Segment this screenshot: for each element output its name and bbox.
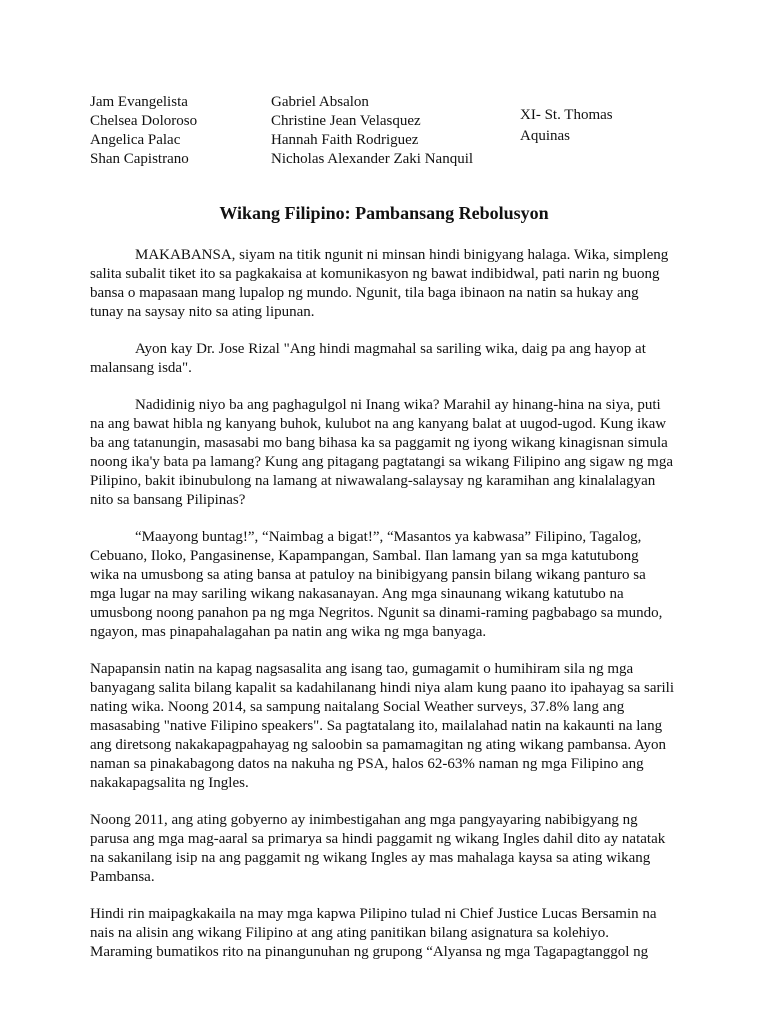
- paragraph: [90, 660, 680, 793]
- text-line: noong ika'y bata pa lamang? Kung ang pitagang pagtatangi sa wikang Filipino ang sigaw ng mga: [90, 454, 673, 470]
- author-name: Shan Capistrano: [90, 151, 189, 167]
- text-line: naman sa pinakabagong datos na nakuha ng PSA, halos 62-63% naman ng mga Filipino ang: [90, 756, 644, 772]
- author-name: Christine Jean Velasquez: [271, 113, 421, 129]
- paragraph: [90, 905, 680, 962]
- author-name: Angelica Palac: [90, 132, 181, 148]
- text-line: Hindi rin maipagkakaila na may mga kapwa Pilipino tulad ni Chief Justice Lucas Bersamin na: [90, 906, 657, 922]
- text-line: nakakapagsalita ng Ingles.: [90, 775, 249, 791]
- text-line: Ayon kay Dr. Jose Rizal "Ang hindi magmahal sa sariling wika, daig pa ang hayop at: [135, 341, 646, 357]
- text-line: Noong 2011, ang ating gobyerno ay inimbestigahan ang mga pangyayaring nabibigyang ng: [90, 812, 638, 828]
- text-line: Pambansa.: [90, 869, 155, 885]
- text-line: ba ang tatanungin, masasabi mo bang bihasa ka sa paggamit ng iyong wikang kinagisnan simula: [90, 435, 668, 451]
- text-line: tunay na saysay nito sa ating lipunan.: [90, 304, 315, 320]
- text-line: Cebuano, Iloko, Pangasinense, Kapampangan, Sambal. Ilan lamang yan sa mga katutubong: [90, 548, 639, 564]
- authors-column-1: [90, 93, 197, 169]
- text-line: banyagang salita bilang kapalit sa kadahilanang hindi niya alam kung paano ito ipahayag sa sarili: [90, 680, 674, 696]
- paragraph: [90, 340, 680, 378]
- paragraph: [90, 246, 680, 322]
- text-line: na sakanilang isip na ang paggamit ng wikang Ingles ay mas mahalaga kaysa sa ating wikang: [90, 850, 651, 866]
- text-line: Nadidinig niyo ba ang paghagulgol ni Inang wika? Marahil ay hinang-hina na siya, puti: [135, 397, 661, 413]
- author-name: Jam Evangelista: [90, 94, 188, 110]
- paragraph: [90, 528, 680, 642]
- text-line: umusbong noong panahon pa ng mga Negritos. Ngunit sa dinami-raming pagbabago sa mundo,: [90, 605, 663, 621]
- text-line: nito sa bansang Pilipinas?: [90, 492, 246, 508]
- text-line: masasabing "native Filipino speakers". Sa pagtatalang ito, mailalahad natin na kakaunti na lang: [90, 718, 663, 734]
- section-label: [520, 105, 613, 147]
- paragraph: [90, 811, 680, 887]
- text-line: Pilipino, bakit ibinubulong na lamang at niwawalang-salaysay ng karamihan ang kinalalagyan: [90, 473, 656, 489]
- text-line: mga lugar na may sariling wikang nakasanayan. Ang mga sinaunang wikang katutubo na: [90, 586, 624, 602]
- authors-column-2: [271, 93, 473, 169]
- text-line: nating wika. Noong 2014, sa sampung naitalang Social Weather surveys, 37.8% lang ang: [90, 699, 625, 715]
- section-line: XI- St. Thomas: [520, 107, 613, 123]
- text-line: salita subalit tiket ito sa pagkakaisa at komunikasyon ng bawat indibidwal, pati narin ng buong: [90, 266, 660, 282]
- text-line: “Maayong buntag!”, “Naimbag a bigat!”, “Masantos ya kabwasa” Filipino, Tagalog,: [135, 529, 642, 545]
- text-line: nais na alisin ang wikang Filipino at ang ating panitikan bilang asignatura sa kolehiyo.: [90, 925, 610, 941]
- text-line: Maraming bumatikos rito na pinangunuhan ng grupong “Alyansa ng mga Tagapagtanggol ng: [90, 944, 649, 960]
- text-line: wika na umusbong sa ating bansa at patuloy na binibigyang pansin bilang wikang panturo sa: [90, 567, 646, 583]
- text-line: na ang bawat hibla ng kanyang buhok, kulubot na ang kanyang balat at uugod-ugod. Kung ikaw: [90, 416, 667, 432]
- text-line: malansang isda".: [90, 360, 192, 376]
- author-name: Chelsea Doloroso: [90, 113, 198, 129]
- text-line: bansa o mapasaan mang lupalop ng mundo. Ngunit, tila baga ibinaon na natin sa hukay ang: [90, 285, 639, 301]
- author-name: Hannah Faith Rodriguez: [271, 132, 419, 148]
- text-line: ngayon, mas pinapahalagahan pa natin ang wika ng mga banyaga.: [90, 624, 487, 640]
- text-line: Napapansin natin na kapag nagsasalita ang isang tao, gumagamit o humihiram sila ng mga: [90, 661, 634, 677]
- text-line: ang diretsong nakakapagpahayag ng saloobin sa pamamagitan ng ating wikang pambansa. Ayon: [90, 737, 666, 753]
- author-name: Gabriel Absalon: [271, 94, 369, 110]
- document-body: [90, 246, 680, 980]
- paragraph: [90, 396, 680, 510]
- text-line: parusa ang mga mag-aaral sa primarya sa hindi paggamit ng wikang Ingles dahil dito ay natatak: [90, 831, 666, 847]
- text-line: MAKABANSA, siyam na titik ngunit ni minsan hindi binigyang halaga. Wika, simpleng: [135, 247, 669, 263]
- document-title: Wikang Filipino: Pambansang Rebolusyon: [219, 203, 549, 223]
- section-line: Aquinas: [520, 128, 570, 144]
- author-name: Nicholas Alexander Zaki Nanquil: [271, 151, 474, 167]
